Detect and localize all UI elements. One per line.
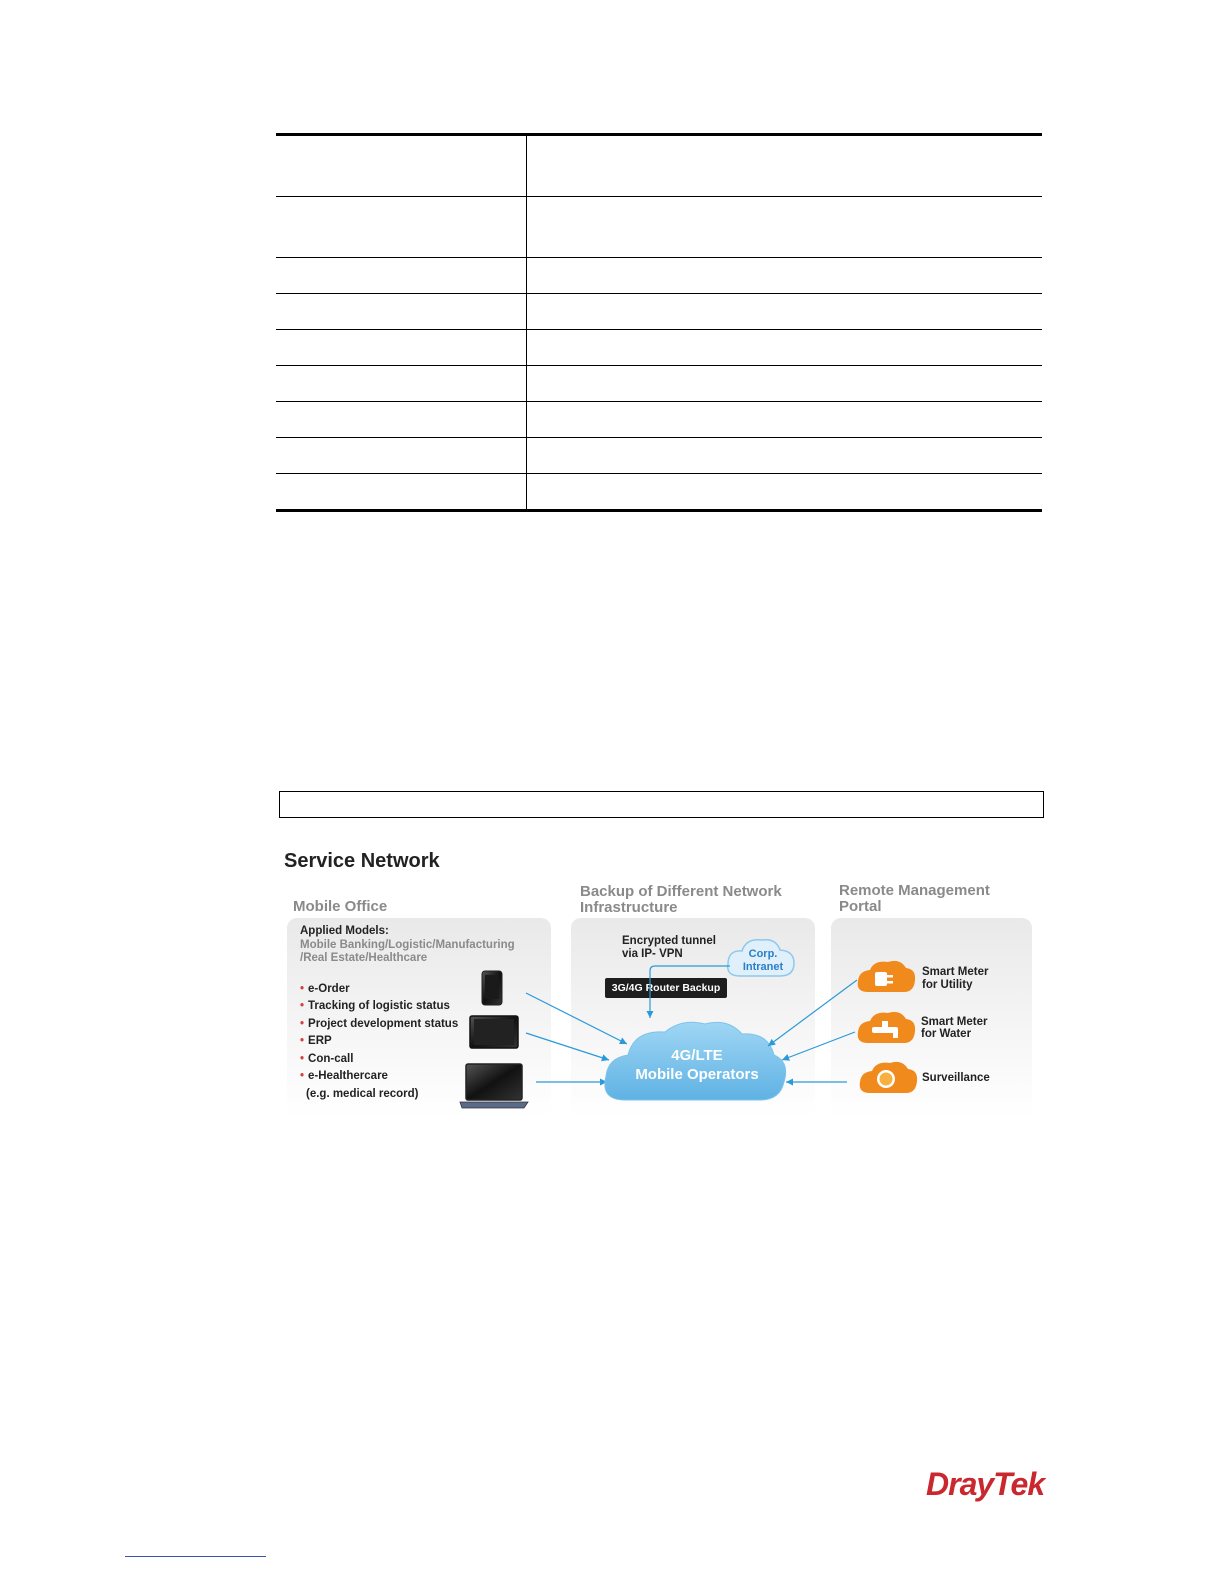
- bullet-item: • e-Healthercare: [300, 1070, 388, 1082]
- bullet-item: • e-Order: [300, 983, 350, 995]
- cloud-label-line2: Mobile Operators: [635, 1066, 759, 1083]
- arrow: [782, 1032, 855, 1060]
- remote-item-label: for Utility: [922, 979, 973, 991]
- laptop-icon: [460, 1064, 528, 1108]
- diagram-title: Service Network: [284, 850, 440, 872]
- cloud-label-line1: 4G/LTE: [671, 1047, 723, 1064]
- tunnel-arrow: [650, 966, 730, 1018]
- smart-meter-water-icon: [858, 1012, 915, 1043]
- tunnel-line2: via IP- VPN: [622, 948, 683, 960]
- section-remote-line1: Remote Management: [839, 882, 990, 899]
- section-mobile-office: Mobile Office: [293, 898, 388, 915]
- arrow: [526, 993, 627, 1044]
- draytek-logo: DrayTek: [926, 1466, 1045, 1502]
- phone-icon: [482, 971, 502, 1005]
- applied-models-heading: Applied Models:: [300, 925, 389, 937]
- bullet-note: (e.g. medical record): [306, 1088, 419, 1100]
- applied-models-line1: Mobile Banking/Logistic/Manufacturing: [300, 939, 515, 951]
- bullet-item: • Project development status: [300, 1018, 459, 1030]
- router-backup-tag: 3G/4G Router Backup: [605, 978, 727, 998]
- tunnel-line1: Encrypted tunnel: [622, 935, 716, 947]
- bullet-item: • Con-call: [300, 1053, 354, 1065]
- footer-rule: [125, 1556, 266, 1557]
- applied-models-line2: /Real Estate/Healthcare: [300, 952, 428, 964]
- remote-item-label: for Water: [921, 1028, 972, 1040]
- tablet-icon: [470, 1016, 518, 1048]
- corp-intranet-line2: Intranet: [742, 961, 784, 973]
- section-backup-line1: Backup of Different Network: [580, 883, 782, 900]
- remote-item-label: Smart Meter: [922, 966, 989, 978]
- remote-item-label: Surveillance: [922, 1072, 990, 1084]
- section-backup-line2: Infrastructure: [580, 899, 678, 916]
- surveillance-icon: [860, 1062, 917, 1093]
- smart-meter-utility-icon: [858, 961, 915, 992]
- bullet-item: • Tracking of logistic status: [300, 1000, 450, 1012]
- section-remote-line2: Portal: [839, 898, 882, 915]
- remote-item-label: Smart Meter: [921, 1016, 988, 1028]
- arrow: [526, 1033, 609, 1060]
- bullet-item: • ERP: [300, 1035, 332, 1047]
- corp-intranet-line1: Corp.: [748, 948, 778, 960]
